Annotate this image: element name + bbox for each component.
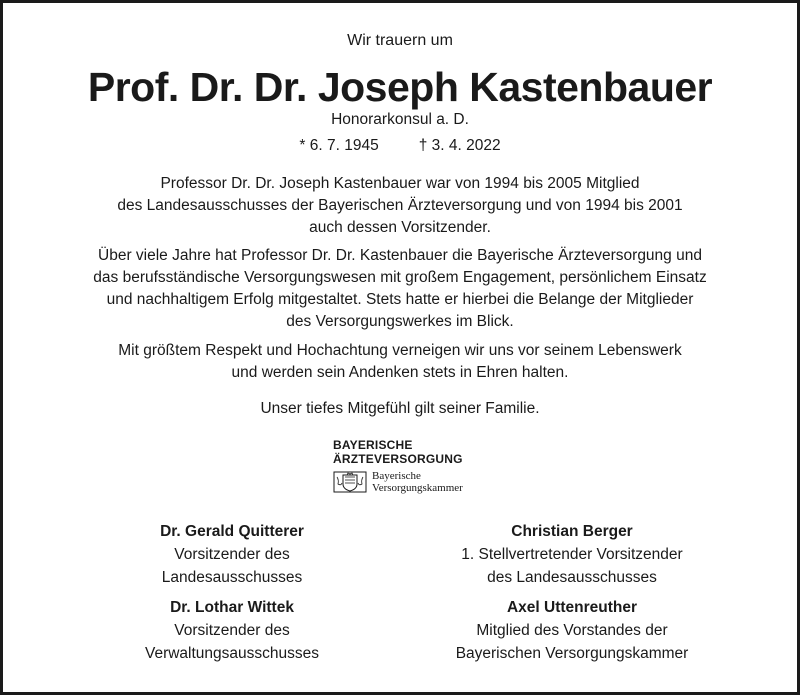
signatory-wittek <box>82 596 382 665</box>
intro-line: Wir trauern um <box>347 32 453 49</box>
paragraph-respect <box>0 340 800 384</box>
text-line: des Versorgungswerkes im Blick. <box>286 313 514 330</box>
signatory-role: Verwaltungsausschusses <box>144 645 320 662</box>
signatory-role: des Landesausschusses <box>487 569 657 586</box>
bavarian-crest-icon <box>333 471 367 493</box>
signatory-uttenreuther <box>422 596 722 665</box>
signatory-name: Axel Uttenreuther <box>506 599 638 616</box>
signatory-quitterer <box>82 520 382 589</box>
signatory-role: Mitglied des Vorstandes der <box>476 622 668 639</box>
logo-sub <box>333 470 493 494</box>
signatory-role: 1. Stellvertretender Vorsitzender <box>461 546 683 563</box>
text-line: Über viele Jahre hat Professor Dr. Dr. Kastenbauer die Bayerische Ärzteversorgung und <box>98 247 702 264</box>
signatory-name: Christian Berger <box>511 523 633 540</box>
signatory-role: Vorsitzender des <box>174 622 290 639</box>
organization-logo <box>333 438 493 494</box>
text-line: Unser tiefes Mitgefühl gilt seiner Familie. <box>260 400 540 417</box>
paragraph-engagement <box>0 245 800 333</box>
text-line: des Landesausschusses der Bayerischen Ärzteversorgung und von 1994 bis 2001 <box>117 197 683 214</box>
deceased-name: Prof. Dr. Dr. Joseph Kastenbauer <box>87 64 713 110</box>
signatory-name: Dr. Lothar Wittek <box>170 599 294 616</box>
signatory-role: Vorsitzender des <box>174 546 290 563</box>
life-dates <box>0 137 800 155</box>
signatory-name: Dr. Gerald Quitterer <box>160 523 304 540</box>
signatory-role: Landesausschusses <box>161 569 303 586</box>
logo-sub-line-2: Versorgungskammer <box>372 482 463 494</box>
birth-date: * 6. 7. 1945 <box>299 137 379 154</box>
text-line: Mit größtem Respekt und Hochachtung verneigen wir uns vor seinem Lebenswerk <box>118 342 682 359</box>
logo-line-2: ÄRZTEVERSORGUNG <box>333 452 463 466</box>
text-line: auch dessen Vorsitzender. <box>309 219 491 236</box>
logo-line-1: BAYERISCHE <box>333 438 413 452</box>
deceased-title: Honorarkonsul a. D. <box>331 111 469 128</box>
text-line: das berufsständische Versorgungswesen mit großem Engagement, persönlichem Einsatz <box>93 269 707 286</box>
text-line: und werden sein Andenken stets in Ehren halten. <box>231 364 569 381</box>
text-line: Professor Dr. Dr. Joseph Kastenbauer war von 1994 bis 2005 Mitglied <box>160 175 640 192</box>
paragraph-condolence <box>0 398 800 420</box>
logo-sub-line-1: Bayerische <box>372 470 421 482</box>
signatory-berger <box>422 520 722 589</box>
paragraph-membership <box>0 173 800 239</box>
signatory-role: Bayerischen Versorgungskammer <box>455 645 689 662</box>
death-date: † 3. 4. 2022 <box>418 137 501 154</box>
text-line: und nachhaltigem Erfolg mitgestaltet. Stets hatte er hierbei die Belange der Mitglieder <box>106 291 694 308</box>
